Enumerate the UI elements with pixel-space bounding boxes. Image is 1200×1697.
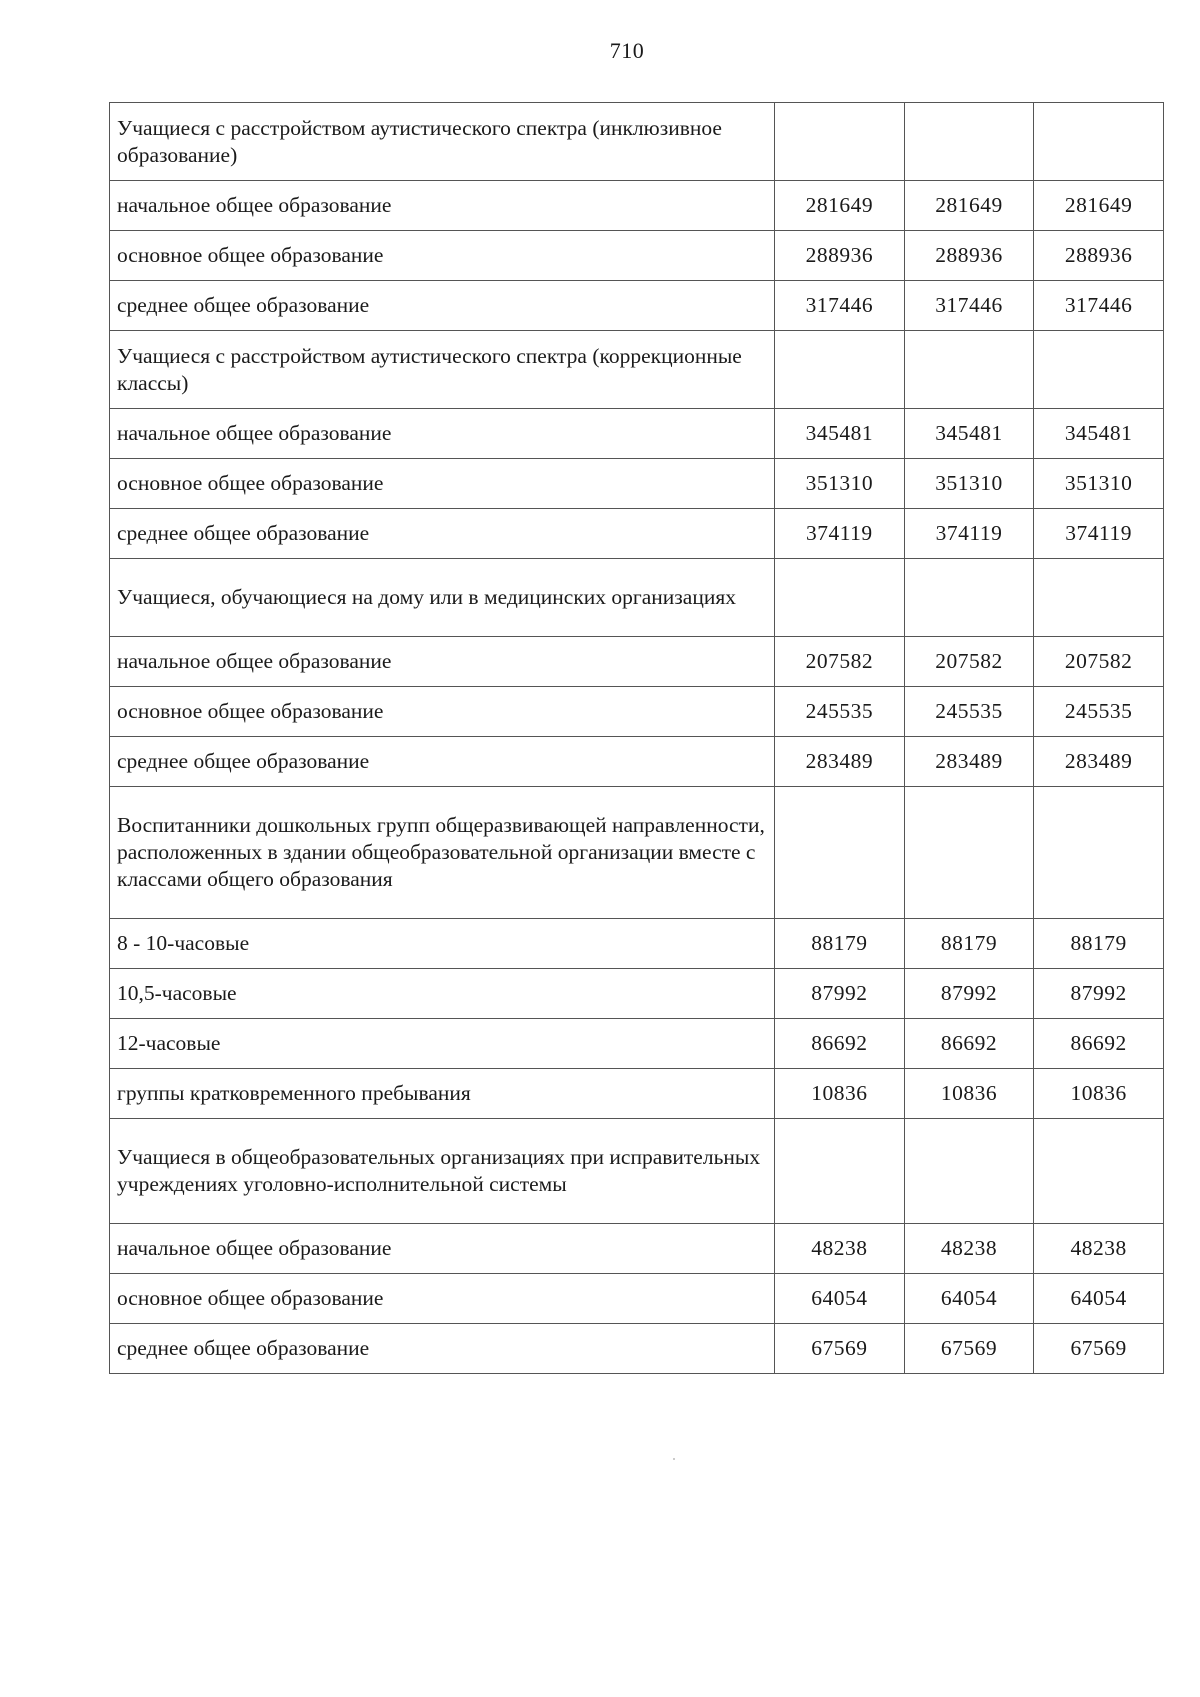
value-cell-2: 64054 [904,1274,1034,1324]
value-cell-3: 48238 [1034,1224,1164,1274]
value-cell-3 [1034,331,1164,409]
table-row [110,1119,1164,1224]
value-cell-1: 374119 [775,509,905,559]
value-cell-1: 86692 [775,1019,905,1069]
value-cell-1: 48238 [775,1224,905,1274]
value-cell-1: 317446 [775,281,905,331]
table-row [110,331,1164,409]
table-row [110,231,1164,281]
value-cell-1: 67569 [775,1324,905,1374]
table-row [110,1069,1164,1119]
row-label: основное общее образование [110,459,775,509]
value-cell-1: 207582 [775,637,905,687]
value-cell-3: 207582 [1034,637,1164,687]
value-cell-2: 207582 [904,637,1034,687]
value-cell-2: 288936 [904,231,1034,281]
value-cell-3: 374119 [1034,509,1164,559]
value-cell-2: 317446 [904,281,1034,331]
row-label: основное общее образование [110,231,775,281]
row-label: среднее общее образование [110,281,775,331]
value-cell-2 [904,787,1034,919]
value-cell-1 [775,103,905,181]
row-label: группы кратковременного пребывания [110,1069,775,1119]
value-cell-2: 283489 [904,737,1034,787]
value-cell-1: 10836 [775,1069,905,1119]
value-cell-2: 48238 [904,1224,1034,1274]
row-label: среднее общее образование [110,509,775,559]
table-row [110,1224,1164,1274]
value-cell-3: 67569 [1034,1324,1164,1374]
table-body [110,103,1164,1374]
value-cell-2: 88179 [904,919,1034,969]
value-cell-1: 281649 [775,181,905,231]
table-row [110,281,1164,331]
row-label: Воспитанники дошкольных групп общеразвивающей направленности, расположенных в здании общеобразовательной организации вместе с классами общего образования [110,787,775,919]
value-cell-2: 374119 [904,509,1034,559]
value-cell-1: 288936 [775,231,905,281]
value-cell-3: 281649 [1034,181,1164,231]
row-label: 12-часовые [110,1019,775,1069]
value-cell-3: 64054 [1034,1274,1164,1324]
value-cell-1 [775,1119,905,1224]
value-cell-3: 288936 [1034,231,1164,281]
table-row [110,919,1164,969]
value-cell-2: 10836 [904,1069,1034,1119]
row-label: среднее общее образование [110,737,775,787]
row-label: основное общее образование [110,1274,775,1324]
value-cell-1 [775,787,905,919]
table-row [110,103,1164,181]
value-cell-1: 64054 [775,1274,905,1324]
value-cell-3: 88179 [1034,919,1164,969]
row-label: Учащиеся, обучающиеся на дому или в медицинских организациях [110,559,775,637]
table-row [110,509,1164,559]
value-cell-1 [775,331,905,409]
row-label: 8 - 10-часовые [110,919,775,969]
value-cell-1: 283489 [775,737,905,787]
table-row [110,1019,1164,1069]
table-row [110,687,1164,737]
row-label: начальное общее образование [110,637,775,687]
value-cell-2 [904,103,1034,181]
value-cell-3 [1034,559,1164,637]
row-label: среднее общее образование [110,1324,775,1374]
row-label: основное общее образование [110,687,775,737]
value-cell-3: 86692 [1034,1019,1164,1069]
row-label: Учащиеся с расстройством аутистического спектра (инклюзивное образование) [110,103,775,181]
value-cell-1: 351310 [775,459,905,509]
value-cell-2: 67569 [904,1324,1034,1374]
value-cell-3: 245535 [1034,687,1164,737]
value-cell-2: 345481 [904,409,1034,459]
row-label: 10,5-часовые [110,969,775,1019]
page-number: 710 [609,38,645,63]
funding-norms-table [109,102,1164,1374]
value-cell-1: 345481 [775,409,905,459]
table-row [110,409,1164,459]
value-cell-3: 345481 [1034,409,1164,459]
value-cell-2 [904,1119,1034,1224]
value-cell-2: 351310 [904,459,1034,509]
value-cell-2: 86692 [904,1019,1034,1069]
value-cell-3: 87992 [1034,969,1164,1019]
value-cell-3: 10836 [1034,1069,1164,1119]
row-label: начальное общее образование [110,1224,775,1274]
table-row [110,181,1164,231]
table-row [110,459,1164,509]
value-cell-2: 245535 [904,687,1034,737]
row-label: Учащиеся в общеобразовательных организациях при исправительных учреждениях уголовно-исполнительной системы [110,1119,775,1224]
table-row [110,1274,1164,1324]
value-cell-3 [1034,103,1164,181]
value-cell-2: 87992 [904,969,1034,1019]
table-row [110,1324,1164,1374]
table-row [110,787,1164,919]
value-cell-2 [904,331,1034,409]
table-row [110,737,1164,787]
value-cell-3: 283489 [1034,737,1164,787]
value-cell-2 [904,559,1034,637]
table-row [110,969,1164,1019]
value-cell-3: 351310 [1034,459,1164,509]
row-label: начальное общее образование [110,409,775,459]
scan-speck [673,1458,675,1460]
row-label: Учащиеся с расстройством аутистического спектра (коррекционные классы) [110,331,775,409]
row-label: начальное общее образование [110,181,775,231]
table-row [110,637,1164,687]
value-cell-2: 281649 [904,181,1034,231]
value-cell-3: 317446 [1034,281,1164,331]
value-cell-3 [1034,787,1164,919]
table-row [110,559,1164,637]
value-cell-1: 87992 [775,969,905,1019]
value-cell-1: 245535 [775,687,905,737]
value-cell-3 [1034,1119,1164,1224]
value-cell-1 [775,559,905,637]
value-cell-1: 88179 [775,919,905,969]
